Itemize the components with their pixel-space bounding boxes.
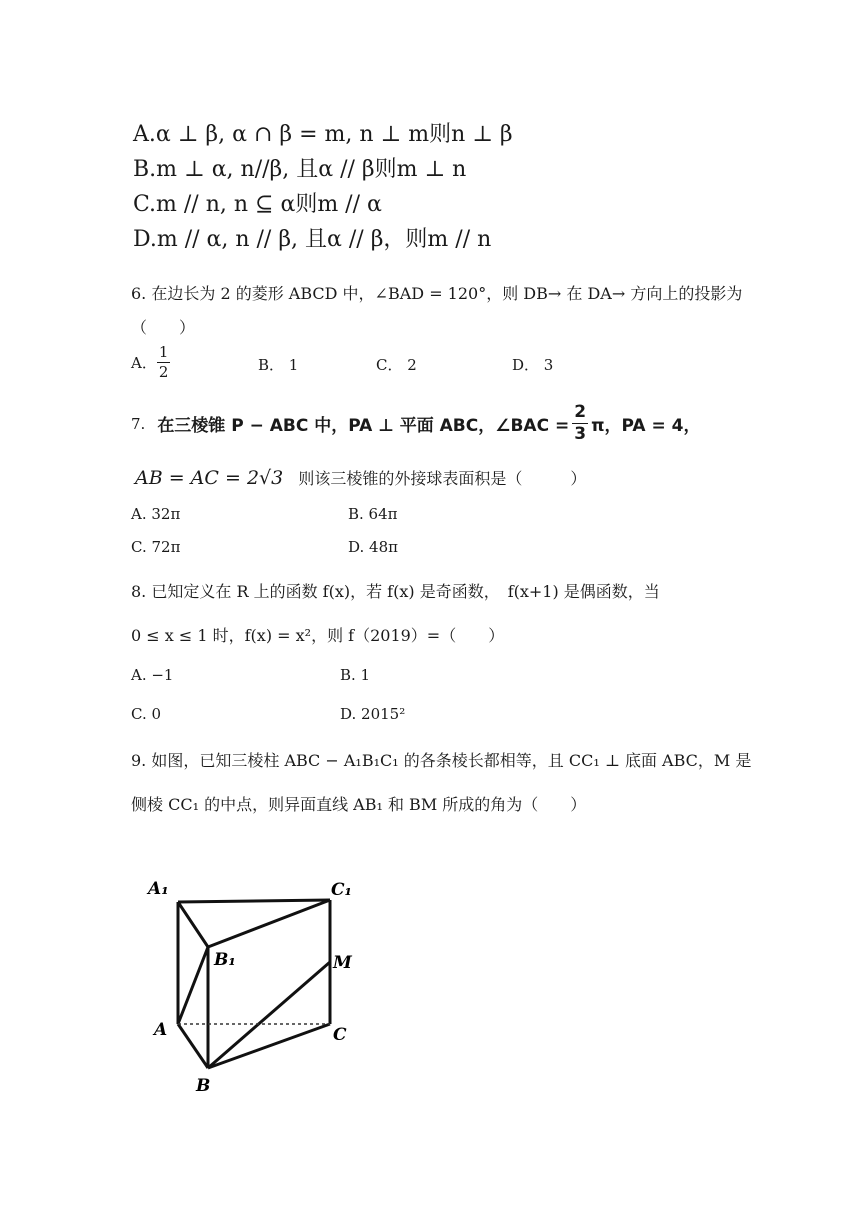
q6-option-a-denominator: 2 (158, 363, 169, 381)
edge-ab (178, 1024, 208, 1068)
label-b1: B₁ (214, 950, 236, 970)
edge-b1c1 (208, 900, 330, 947)
q7-line2-text: 则该三棱锥的外接球表面积是（ ） (298, 469, 587, 488)
segment-ab1 (178, 947, 208, 1024)
q8-stem-line2: 0 ≤ x ≤ 1 时，f(x) = x²，则 f（2019）=（ ） (131, 626, 505, 645)
q6-option-a (131, 345, 170, 380)
q7-stem-bold-part2: π，PA = 4， (591, 416, 701, 436)
q7-option-d: D. 48π (348, 538, 398, 556)
triangular-prism-figure (140, 870, 380, 1100)
q6-stem-line1: 6. 在边长为 2 的菱形 ABCD 中，∠BAD = 120°，则 DB→ 在 DA→ 方向上的投影为 (131, 284, 743, 303)
q6-stem-line2: （ ） (131, 318, 196, 337)
segment-bm (208, 962, 330, 1068)
q9-stem-line1: 9. 如图，已知三棱柱 ABC − A₁B₁C₁ 的各条棱长都相等，且 CC₁ ⊥ 底面 ABC，M 是 (131, 751, 752, 770)
q6-option-c: C． 2 (376, 356, 417, 374)
q8-option-c: C. 0 (131, 705, 162, 723)
q7-stem-line2 (135, 466, 586, 489)
q6-option-d: D． 3 (512, 356, 554, 374)
q8-option-d: D. 2015² (340, 705, 406, 723)
label-b: B (196, 1076, 211, 1096)
q7-fraction (572, 404, 588, 443)
q5-option-b: B.m ⊥ α, n//β, 且α // β则m ⊥ n (133, 157, 467, 182)
q9-stem-line2: 侧棱 CC₁ 的中点，则异面直线 AB₁ 和 BM 所成的角为（ ） (131, 795, 587, 814)
q7-option-b: B. 64π (348, 505, 398, 523)
q6-option-a-label: A． (131, 354, 157, 372)
edge-a1c1 (178, 900, 330, 902)
q5-option-a: A.α ⊥ β, α ∩ β = m, n ⊥ m则n ⊥ β (133, 122, 513, 147)
q6-option-b: B． 1 (258, 356, 299, 374)
q6-option-a-numerator: 1 (158, 343, 169, 361)
q7-stem-bold-part1: 在三棱锥 P − ABC 中，PA ⊥ 平面 ABC，∠BAC = (157, 416, 570, 436)
q5-option-c: C.m // n, n ⊆ α则m // α (133, 192, 382, 217)
q7-option-a: A. 32π (131, 505, 181, 523)
edge-a1b1 (178, 902, 208, 947)
q8-option-b: B. 1 (340, 666, 371, 684)
q7-number: 7. (131, 414, 146, 433)
q6-option-a-fraction (157, 345, 171, 380)
q8-stem-line1: 8. 已知定义在 R 上的函数 f(x)，若 f(x) 是奇函数， f(x+1) 是偶函数，当 (131, 582, 660, 601)
label-m: M (333, 953, 352, 973)
q7-line2-math: AB = AC = 2√3 (135, 467, 284, 489)
label-c: C (333, 1025, 347, 1045)
label-a: A (154, 1020, 168, 1040)
q7-stem-line1 (131, 404, 700, 443)
label-a1: A₁ (148, 879, 169, 899)
q7-option-c: C. 72π (131, 538, 181, 556)
q7-fraction-denominator: 3 (574, 424, 587, 444)
q5-option-d: D.m // α, n // β, 且α // β，则m // n (133, 227, 492, 252)
label-c1: C₁ (331, 880, 352, 900)
q8-option-a: A. −1 (131, 666, 174, 684)
edge-bc (208, 1024, 330, 1068)
q7-fraction-numerator: 2 (574, 402, 587, 422)
